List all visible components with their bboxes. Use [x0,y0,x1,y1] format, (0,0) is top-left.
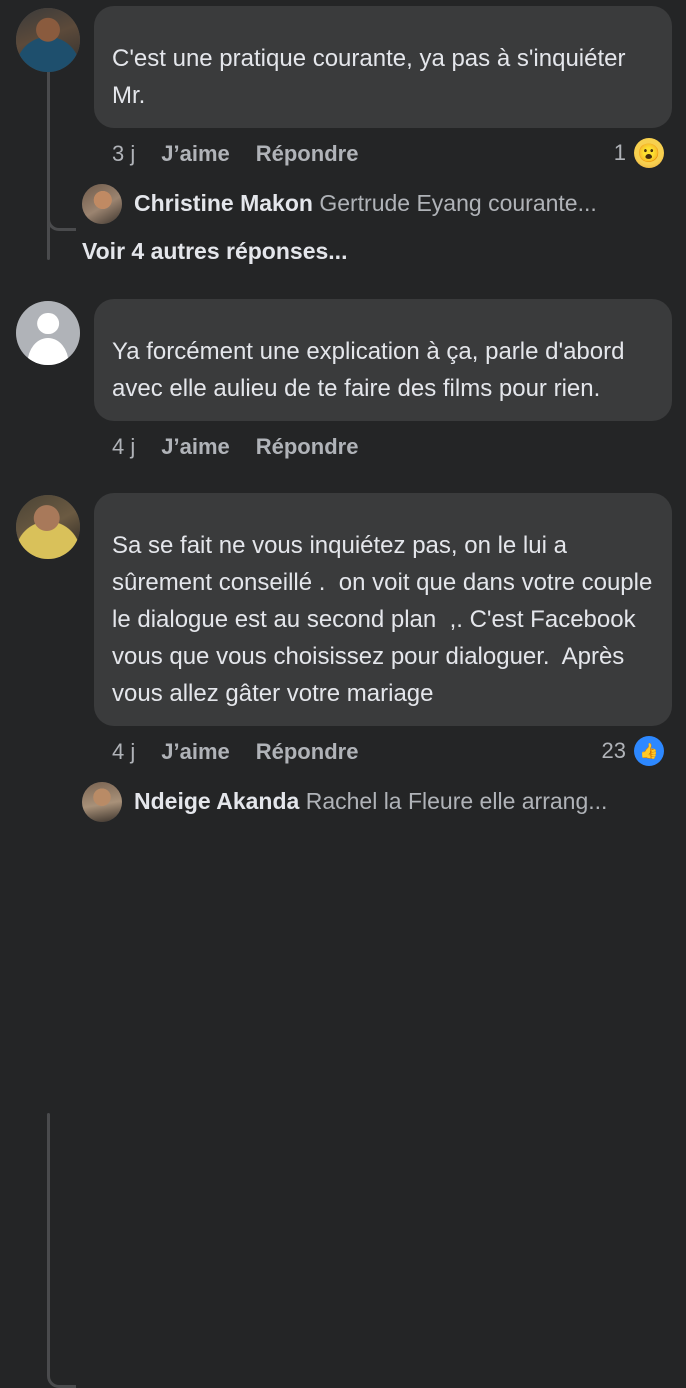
thread-connector-line [47,1113,50,1363]
avatar[interactable] [16,301,80,365]
comment-text: C'est une pratique courante, ya pas à s'inquiéter Mr. [112,45,633,109]
comment-timestamp[interactable]: 3 j [112,141,136,166]
avatar-image [16,8,80,72]
avatar-image [82,782,122,822]
comment-actions [94,421,672,459]
more-replies-button[interactable]: Voir 4 autres réponses... [82,238,348,264]
avatar[interactable] [16,8,80,72]
comment-timestamp[interactable]: 4 j [112,434,136,459]
comment-body [94,6,672,166]
reply-item[interactable] [0,764,686,822]
comment-actions [94,726,672,764]
comment-timestamp[interactable]: 4 j [112,739,136,764]
reaction-summary[interactable] [614,138,664,168]
comment-body [94,493,672,764]
comment-author[interactable] [112,18,654,38]
comment-text: Ya forcément une explication à ça, parle d'abord avec elle aulieu de te faire des films pour rien. [112,338,632,402]
avatar[interactable] [82,184,122,224]
reply-preview [134,189,672,217]
comment-bubble [94,6,672,128]
reply-author[interactable]: Ndeige Akanda [134,788,300,814]
avatar[interactable] [16,495,80,559]
default-silhouette-avatar-icon [16,301,80,365]
reply-text: Rachel la Fleure elle arrang... [305,788,608,814]
reaction-count: 23 [601,738,626,763]
reply-button[interactable]: Répondre [255,141,359,166]
comment-body [94,299,672,459]
comment-item [0,0,686,166]
like-button[interactable]: J’aime [161,434,230,459]
comment-bubble [94,299,672,421]
reply-item[interactable] [0,166,686,224]
avatar-image [16,495,80,559]
thread-connector-elbow [47,198,76,231]
reply-button[interactable]: Répondre [255,434,359,459]
reply-text: Gertrude Eyang courante... [319,190,597,216]
reply-body [134,787,672,815]
comment-item [0,493,686,764]
comment-author[interactable] [112,311,654,331]
like-button[interactable]: J’aime [161,739,230,764]
comment-bubble [94,493,672,726]
comment-author[interactable] [112,505,654,525]
reply-body [134,189,672,217]
comment-item [0,299,686,459]
thread-connector-elbow [47,1355,76,1388]
reply-preview [134,787,672,815]
wow-reaction-icon: 😮 [634,138,664,168]
thread-connector-line [47,70,50,260]
reply-button[interactable]: Répondre [255,739,359,764]
reaction-count: 1 [613,140,626,165]
avatar-image [82,184,122,224]
avatar[interactable] [82,782,122,822]
like-button[interactable]: J’aime [161,141,230,166]
comment-text: Sa se fait ne vous inquiétez pas, on le lui a sûrement conseillé . on voit que dans votre couple le dialogue est au second plan ,. C'est Facebook vous que vous choisissez pour dialoguer. Après vous allez gâter votre mariage [112,532,659,707]
comment-actions [94,128,672,166]
reaction-summary[interactable] [602,736,664,766]
reply-author[interactable]: Christine Makon [134,190,313,216]
like-reaction-icon: 👍 [634,736,664,766]
